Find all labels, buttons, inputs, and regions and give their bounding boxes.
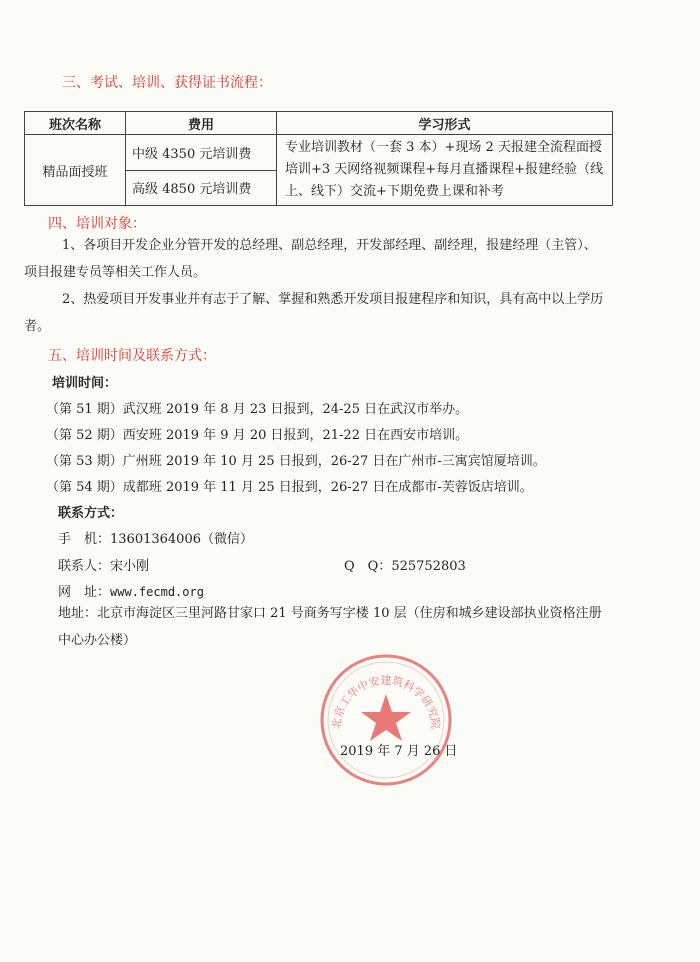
table-header-row xyxy=(25,112,613,135)
qq-row xyxy=(344,555,466,574)
person-label: 联系人： xyxy=(58,559,111,574)
class-name-cell: 精品面授班 xyxy=(25,135,126,206)
section-3-title: 三、考试、培训、获得证书流程： xyxy=(62,75,272,91)
website-label: 网 址： xyxy=(58,585,111,600)
target-paragraph-1: 1、各项目开发企业分管开发的总经理、副总经理，开发部经理、副经理，报建经理（主管）、项目报建专员等相关工作人员。 xyxy=(24,238,597,280)
target-paragraph-2: 2、热爱项目开发事业并有志于了解、掌握和熟悉开发项目报建程序和知识，具有高中以上学历者。 xyxy=(24,292,604,334)
qq-value: 525752803 xyxy=(391,559,466,574)
fee-table xyxy=(24,111,613,206)
contact-label: 联系方式： xyxy=(58,506,124,521)
section-5-title: 五、培训时间及联系方式： xyxy=(48,348,216,364)
address-paragraph: 地址：北京市海淀区三里河路甘家口 21 号商务写字楼 10 层（住房和城乡建设部执业资格注册中心办公楼） xyxy=(58,606,602,648)
section-4-title: 四、培训对象： xyxy=(48,216,146,232)
study-form-cell: 专业培训教材（一套 3 本）+现场 2 天报建全流程面授培训+3 天网络视频课程+每月直播课程+报建经验（线上、线下）交流+下期免费上课和补考 xyxy=(277,135,613,206)
website-link[interactable]: www.fecmd.org xyxy=(110,585,204,599)
person-value: 宋小刚 xyxy=(110,559,150,574)
qq-label: Q Q： xyxy=(344,559,392,574)
header-class: 班次名称 xyxy=(25,112,126,135)
phone-label: 手 机： xyxy=(58,532,111,547)
official-seal xyxy=(318,652,454,788)
session-51: （第 51 期）武汉班 2019 年 8 月 23 日报到，24-25 日在武汉市举办。 xyxy=(46,402,469,417)
seal-text: 北京工华中安建筑科学研究院 xyxy=(329,674,443,730)
fee-mid-cell: 中级 4350 元培训费 xyxy=(126,135,277,171)
session-53: （第 53 期）广州班 2019 年 10 月 25 日报到，26-27 日在广州市-三寓宾馆厦培训。 xyxy=(46,454,546,469)
session-54: （第 54 期）成都班 2019 年 11 月 25 日报到，26-27 日在成都市-芙蓉饭店培训。 xyxy=(46,480,533,495)
session-52: （第 52 期）西安班 2019 年 9 月 20 日报到，21-22 日在西安市培训。 xyxy=(46,428,469,443)
header-fee: 费用 xyxy=(126,112,277,135)
table-row xyxy=(25,135,613,171)
website-row xyxy=(58,581,204,600)
seal-star-icon xyxy=(361,694,411,741)
header-form: 学习形式 xyxy=(277,112,613,135)
phone-row xyxy=(58,528,253,547)
person-row xyxy=(58,555,149,574)
document-date: 2019 年 7 月 26 日 xyxy=(340,744,458,759)
training-time-label: 培训时间： xyxy=(52,376,118,391)
phone-value: 13601364006（微信） xyxy=(110,532,253,547)
fee-high-cell: 高级 4850 元培训费 xyxy=(126,170,277,206)
